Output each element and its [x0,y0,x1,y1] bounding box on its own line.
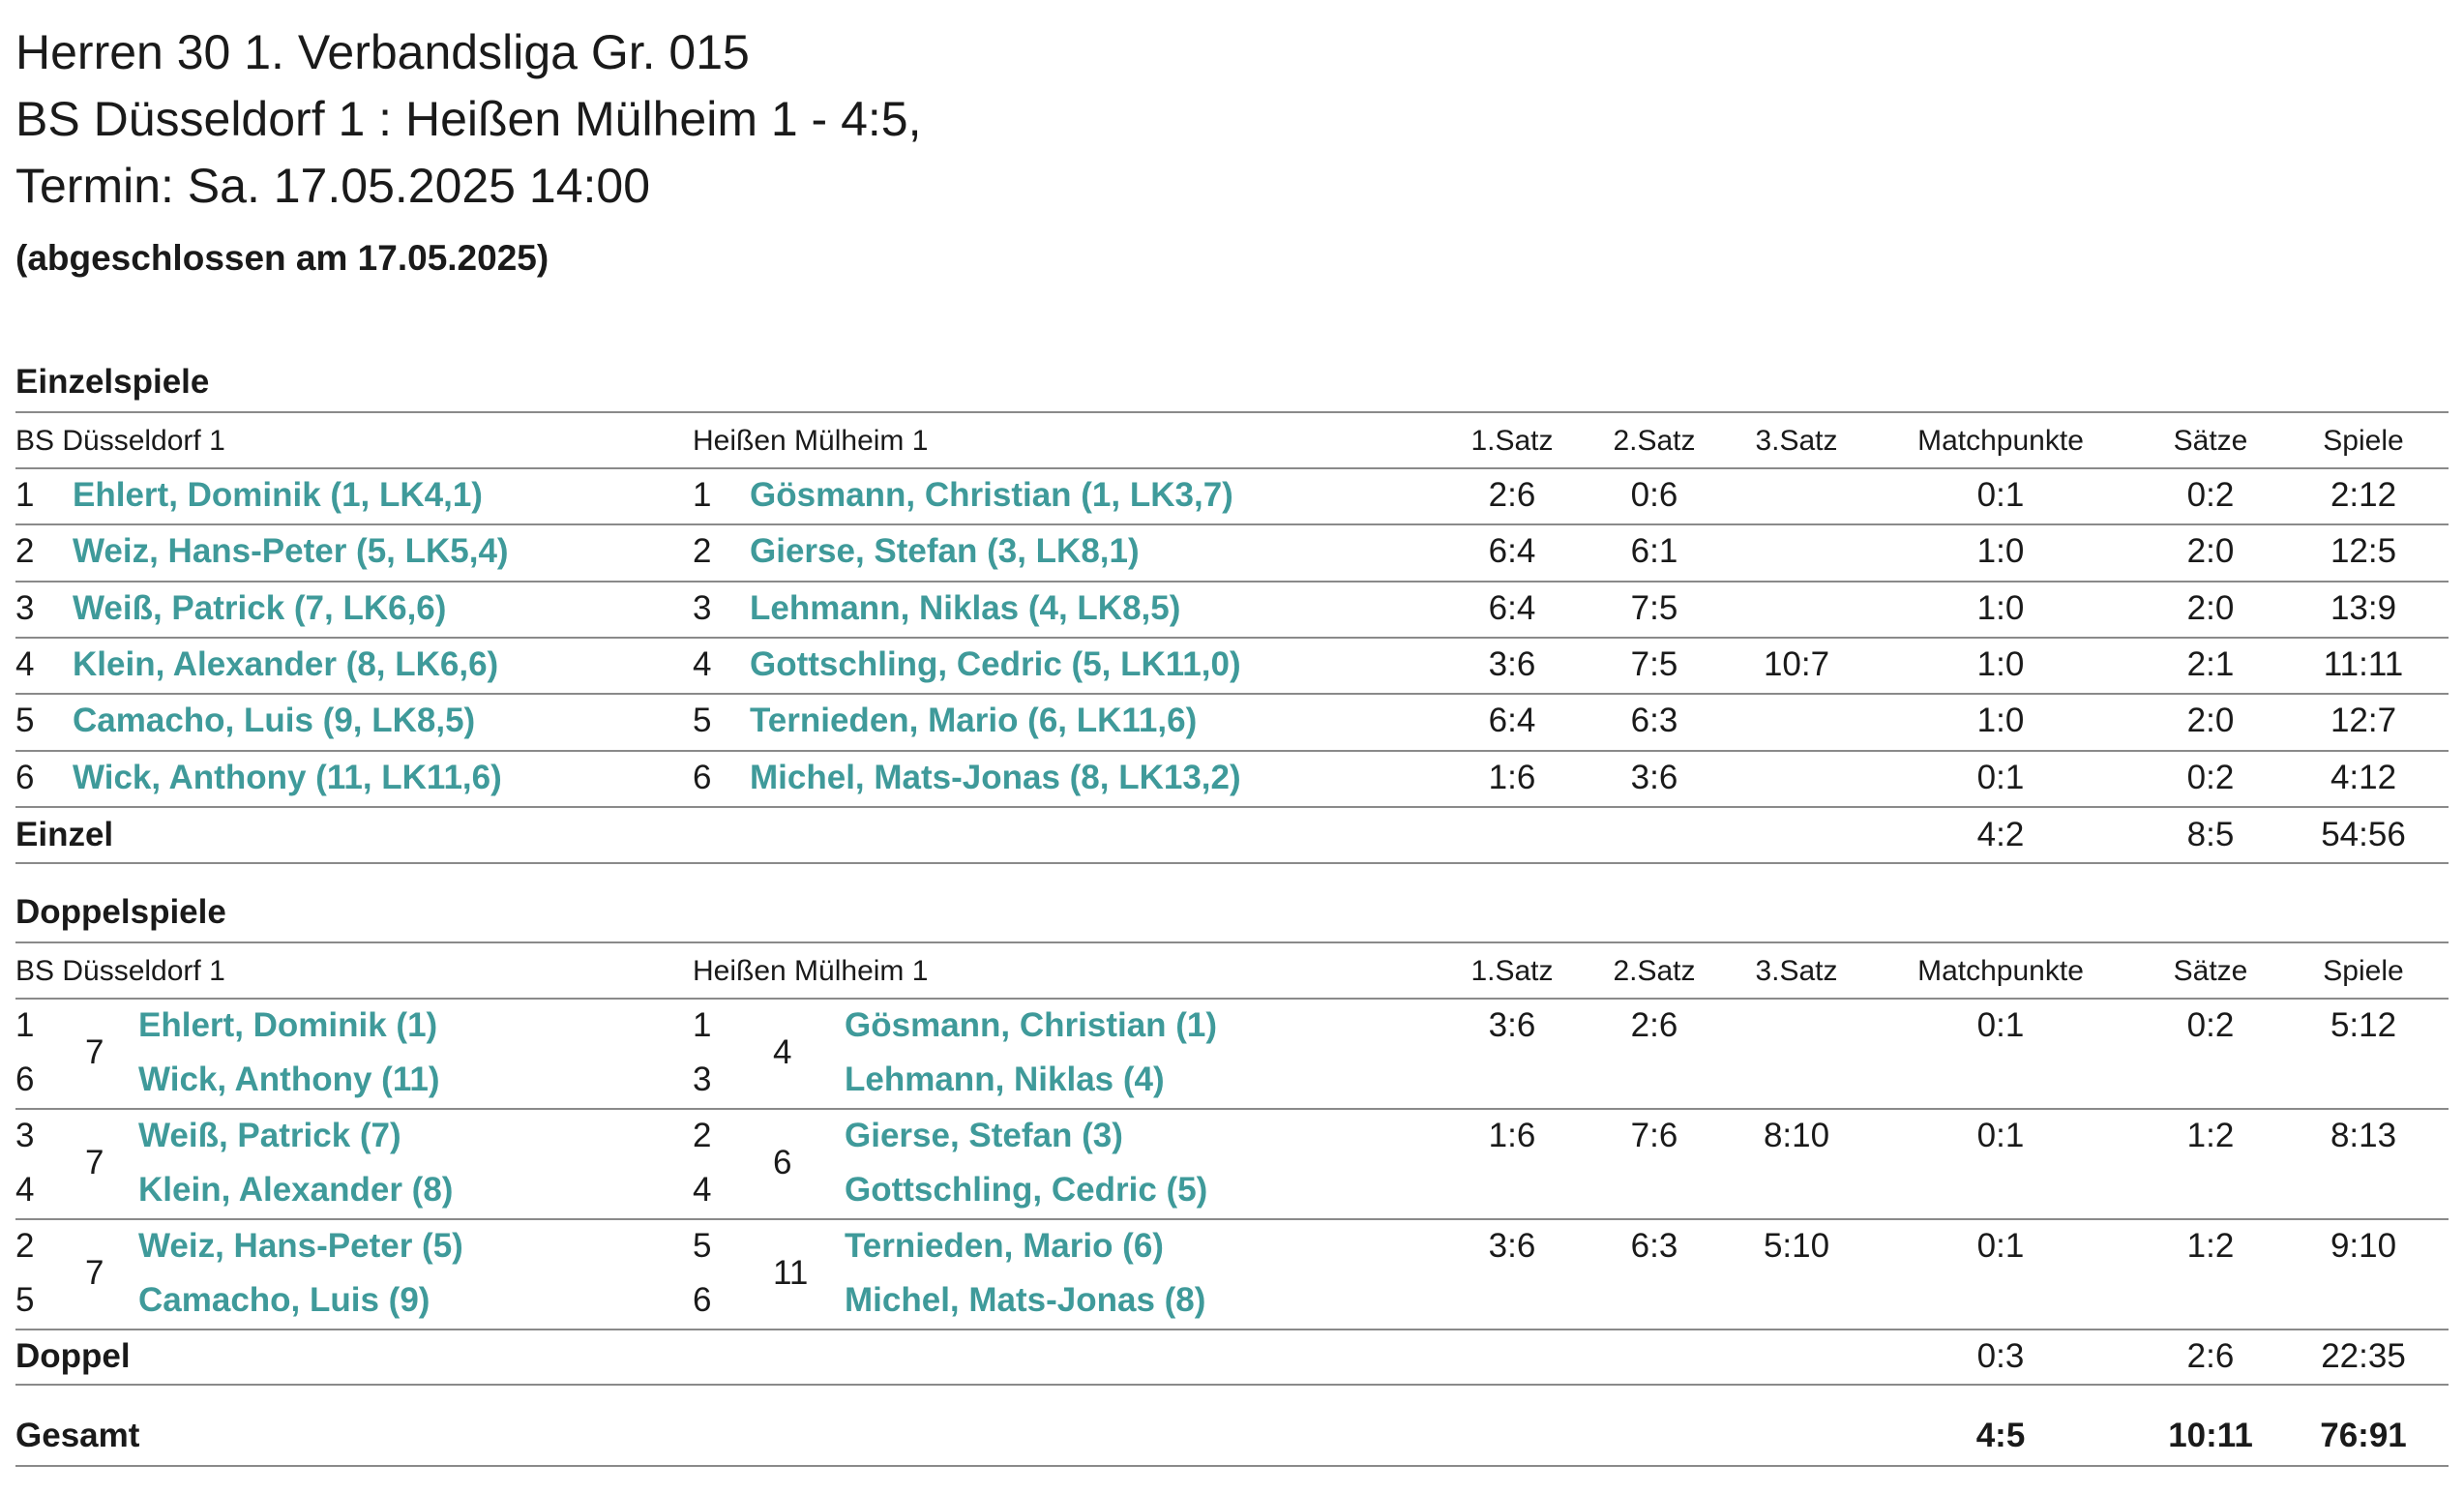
home-player-link[interactable]: Weiz, Hans-Peter (5, LK5,4) [73,532,509,571]
matchpoints-value: 1:0 [1976,702,2025,740]
home-pair-rank: 7 [85,1254,104,1292]
doubles-header-sets: Sätze [2173,955,2248,987]
home-player-position: 2 [15,532,35,571]
sets-value: 1:2 [2186,1227,2235,1265]
away-player1-link[interactable]: Gösmann, Christian (1) [845,1006,1218,1044]
away-player-link[interactable]: Gierse, Stefan (3, LK8,1) [750,532,1140,571]
home-player1-link[interactable]: Weiz, Hans-Peter (5) [138,1227,463,1265]
singles-section-title: Einzelspiele [15,363,210,401]
away-player-position: 6 [693,758,712,796]
away-pair-rank: 6 [773,1144,792,1181]
doubles-header-home-team: BS Düsseldorf 1 [15,955,225,987]
away-player-link[interactable]: Michel, Mats-Jonas (8, LK13,2) [750,758,1241,796]
away-player-link[interactable]: Ternieden, Mario (6, LK11,6) [750,702,1198,740]
matchpoints-value: 0:1 [1976,758,2025,796]
set2-score: 6:3 [1630,702,1678,740]
away-player1-position: 1 [693,1006,712,1044]
set3-score: 5:10 [1763,1227,1830,1265]
doubles-total-matchpoints: 0:3 [1976,1337,2025,1375]
home-player-link[interactable]: Camacho, Luis (9, LK8,5) [73,702,476,740]
sets-value: 2:1 [2186,644,2235,683]
set1-score: 3:6 [1488,644,1536,683]
matchpoints-value: 1:0 [1976,644,2025,683]
match-date: Termin: Sa. 17.05.2025 14:00 [15,159,651,213]
home-player2-position: 5 [15,1281,35,1319]
home-player1-position: 1 [15,1006,35,1044]
doubles-bottom-divider [15,1384,2449,1386]
match-title: BS Düsseldorf 1 : Heißen Mülheim 1 - 4:5, [15,92,922,146]
singles-total-sets: 8:5 [2186,816,2235,853]
away-player1-position: 2 [693,1117,712,1154]
home-player-link[interactable]: Weiß, Patrick (7, LK6,6) [73,588,447,627]
away-player2-position: 4 [693,1171,712,1209]
set2-score: 7:5 [1630,588,1678,627]
away-player-link[interactable]: Gösmann, Christian (1, LK3,7) [750,476,1233,514]
singles-top-divider [15,411,2449,413]
home-pair-rank: 7 [85,1033,104,1071]
away-player2-link[interactable]: Michel, Mats-Jonas (8) [845,1281,1206,1319]
away-player-link[interactable]: Lehmann, Niklas (4, LK8,5) [750,588,1181,627]
singles-header-set2: 2.Satz [1613,425,1696,457]
matchpoints-value: 0:1 [1976,476,2025,514]
singles-row-divider [15,581,2449,583]
singles-header-divider [15,467,2449,469]
home-player-link[interactable]: Wick, Anthony (11, LK11,6) [73,758,502,796]
singles-row-divider [15,750,2449,752]
singles-header-set3: 3.Satz [1755,425,1838,457]
doubles-header-set1: 1.Satz [1470,955,1554,987]
away-player2-link[interactable]: Lehmann, Niklas (4) [845,1061,1165,1098]
sets-value: 0:2 [2186,758,2235,796]
home-player-position: 1 [15,476,35,514]
doubles-header-divider [15,998,2449,1000]
singles-row-divider [15,637,2449,639]
home-player2-position: 4 [15,1171,35,1209]
away-player-position: 5 [693,702,712,740]
singles-header-set1: 1.Satz [1470,425,1554,457]
set3-score: 10:7 [1763,644,1830,683]
home-player-position: 5 [15,702,35,740]
set1-score: 1:6 [1488,1117,1536,1154]
games-value: 5:12 [2330,1006,2397,1044]
doubles-top-divider [15,941,2449,943]
matchpoints-value: 0:1 [1976,1006,2025,1044]
set3-score: 8:10 [1763,1117,1830,1154]
away-player-position: 4 [693,644,712,683]
home-player1-link[interactable]: Weiß, Patrick (7) [138,1117,401,1154]
set1-score: 6:4 [1488,702,1536,740]
doubles-header-away-team: Heißen Mülheim 1 [693,955,929,987]
doubles-section-title: Doppelspiele [15,893,226,931]
sets-value: 2:0 [2186,532,2235,571]
grand-total-label: Gesamt [15,1417,140,1454]
home-player-link[interactable]: Klein, Alexander (8, LK6,6) [73,644,499,683]
games-value: 8:13 [2330,1117,2397,1154]
away-player1-link[interactable]: Ternieden, Mario (6) [845,1227,1164,1265]
singles-bottom-divider [15,862,2449,864]
doubles-total-label: Doppel [15,1337,131,1375]
singles-row-divider [15,693,2449,695]
status-text: (abgeschlossen am 17.05.2025) [15,238,549,278]
grand-total-games: 76:91 [2320,1417,2407,1454]
set2-score: 7:6 [1630,1117,1678,1154]
doubles-header-matchpoints: Matchpunkte [1917,955,2084,987]
sets-value: 1:2 [2186,1117,2235,1154]
set2-score: 6:1 [1630,532,1678,571]
singles-header-games: Spiele [2323,425,2404,457]
grand-total-sets: 10:11 [2168,1417,2253,1454]
away-player-position: 1 [693,476,712,514]
sets-value: 0:2 [2186,1006,2235,1044]
games-value: 11:11 [2323,644,2404,683]
away-player1-link[interactable]: Gierse, Stefan (3) [845,1117,1123,1154]
away-pair-rank: 4 [773,1033,792,1071]
home-player-position: 4 [15,644,35,683]
league-title: Herren 30 1. Verbandsliga Gr. 015 [15,25,750,79]
away-player2-link[interactable]: Gottschling, Cedric (5) [845,1171,1208,1209]
away-player2-position: 3 [693,1061,712,1098]
doubles-header-set3: 3.Satz [1755,955,1838,987]
home-player-position: 6 [15,758,35,796]
doubles-total-sets: 2:6 [2186,1337,2235,1375]
singles-header-sets: Sätze [2173,425,2248,457]
set1-score: 3:6 [1488,1227,1536,1265]
home-player2-link[interactable]: Camacho, Luis (9) [138,1281,430,1319]
singles-header-home-team: BS Düsseldorf 1 [15,425,225,457]
set2-score: 2:6 [1630,1006,1678,1044]
set2-score: 3:6 [1630,758,1678,796]
matchpoints-value: 0:1 [1976,1227,2025,1265]
home-player2-position: 6 [15,1061,35,1098]
home-player2-link[interactable]: Wick, Anthony (11) [138,1061,440,1098]
games-value: 4:12 [2330,758,2397,796]
doubles-total-games: 22:35 [2321,1337,2406,1375]
set2-score: 6:3 [1630,1227,1678,1265]
set1-score: 6:4 [1488,532,1536,571]
away-player-position: 3 [693,588,712,627]
games-value: 12:7 [2330,702,2397,740]
singles-total-label: Einzel [15,816,114,853]
home-player-position: 3 [15,588,35,627]
games-value: 12:5 [2330,532,2397,571]
set1-score: 1:6 [1488,758,1536,796]
games-value: 9:10 [2330,1227,2397,1265]
grand-total-divider [15,1465,2449,1467]
matchpoints-value: 1:0 [1976,532,2025,571]
home-pair-rank: 7 [85,1144,104,1181]
set1-score: 2:6 [1488,476,1536,514]
set2-score: 7:5 [1630,644,1678,683]
set1-score: 6:4 [1488,588,1536,627]
singles-total-games: 54:56 [2321,816,2406,853]
home-player-link[interactable]: Ehlert, Dominik (1, LK4,1) [73,476,483,514]
doubles-row-divider [15,1329,2449,1330]
grand-total-matchpoints: 4:5 [1975,1417,2026,1454]
singles-total-matchpoints: 4:2 [1976,816,2025,853]
sets-value: 2:0 [2186,588,2235,627]
singles-header-matchpoints: Matchpunkte [1917,425,2084,457]
games-value: 13:9 [2330,588,2397,627]
set1-score: 3:6 [1488,1006,1536,1044]
sets-value: 0:2 [2186,476,2235,514]
away-player-position: 2 [693,532,712,571]
away-player1-position: 5 [693,1227,712,1265]
matchpoints-value: 0:1 [1976,1117,2025,1154]
away-player-link[interactable]: Gottschling, Cedric (5, LK11,0) [750,644,1241,683]
away-pair-rank: 11 [773,1254,809,1292]
doubles-row-divider [15,1218,2449,1220]
singles-row-divider [15,523,2449,525]
doubles-header-games: Spiele [2323,955,2404,987]
doubles-header-set2: 2.Satz [1613,955,1696,987]
set2-score: 0:6 [1630,476,1678,514]
home-player1-position: 3 [15,1117,35,1154]
home-player2-link[interactable]: Klein, Alexander (8) [138,1171,454,1209]
singles-header-away-team: Heißen Mülheim 1 [693,425,929,457]
doubles-row-divider [15,1108,2449,1110]
games-value: 2:12 [2330,476,2397,514]
home-player1-position: 2 [15,1227,35,1265]
home-player1-link[interactable]: Ehlert, Dominik (1) [138,1006,438,1044]
singles-row-divider [15,806,2449,808]
matchpoints-value: 1:0 [1976,588,2025,627]
sets-value: 2:0 [2186,702,2235,740]
away-player2-position: 6 [693,1281,712,1319]
